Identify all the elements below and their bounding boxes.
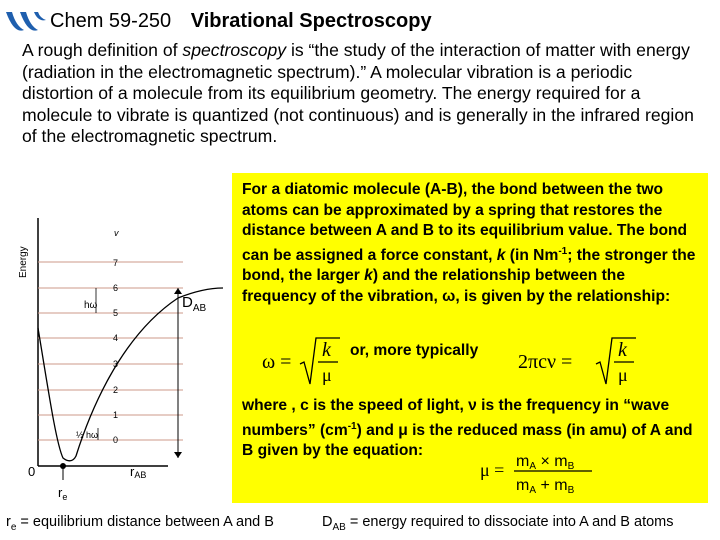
svg-text:μ =: μ = [480,460,505,480]
hw-label: hω [84,300,98,311]
level-3: 3 [113,359,119,369]
level-5: 5 [113,308,119,318]
svg-text:k: k [322,339,331,361]
intro-text-1: A rough definition of [22,40,183,60]
spring-description: For a diatomic molecule (A-B), the bond between the two atoms can be approximated by a spring that restores the distance between A and B to its equilibrium value. The bond can be assigned a force constant, k (in $Nm^{-1}$; the stronger the bond, the larger k) and the relationship between the frequency of the vibration, ω, is given by the relationship: [242,181,696,305]
energy-axis-label: Energy [18,246,29,278]
level-4: 4 [113,333,119,343]
intro-text-2: is “the study of the interaction of matter with energy (radiation in the electromagnetic spectrum).” A molecular vibration is a periodic distortion of a molecule from its equilibrium geometry. The energy required for a molecule to vibrate is quantized (not continuous) and is generally in the infrared region of the electromagnetic spectrum. [22,40,694,146]
equation-wavenumber [518,334,638,390]
level-2: 2 [113,385,119,395]
page-title [50,10,432,33]
svg-text:μ: μ [322,365,332,385]
r-ab-label: rAB [130,464,147,480]
equation-reduced-mass [480,446,600,498]
origin-label: 0 [28,464,36,479]
d-ab-label: $D_{AB}$ [182,294,207,314]
level-6: 6 [113,283,119,293]
potential-energy-diagram [18,218,230,508]
svg-text:ω =: ω = [262,351,292,373]
r-e-label: $r_e$ [58,485,68,502]
reduced-mass-description: where , c is the speed of light, ν is the frequency in “wave numbers” $(cm^{-1})$ and μ is the reduced mass (in amu) of A and B given by the equation: [242,397,693,460]
intro-paragraph [22,40,702,148]
level-7: 7 [113,258,119,268]
level-0: 0 [113,435,119,445]
equation-omega [262,334,342,390]
intro-emphasis: spectroscopy [182,40,287,60]
level-1: 1 [113,410,119,420]
university-logo [4,8,48,34]
re-definition: $r_e$ = equilibrium distance between A and B [6,514,274,533]
topic-title: Vibrational Spectroscopy [190,10,432,32]
svg-text:mA + mB: mA + mB [516,477,575,496]
v-label: v [114,228,119,238]
or-typically-text: or, more typically [350,342,479,359]
course-code: Chem 59-250 [50,10,172,32]
svg-text:k: k [618,339,627,361]
svg-text:mA × mB: mA × mB [516,453,575,472]
zero-point-label: ½ hω [76,430,99,440]
dab-definition: $D_{AB}$ = energy required to dissociate into A and B atoms [322,514,674,533]
svg-text:μ: μ [618,365,628,385]
svg-text:2πcν =: 2πcν = [518,351,573,373]
